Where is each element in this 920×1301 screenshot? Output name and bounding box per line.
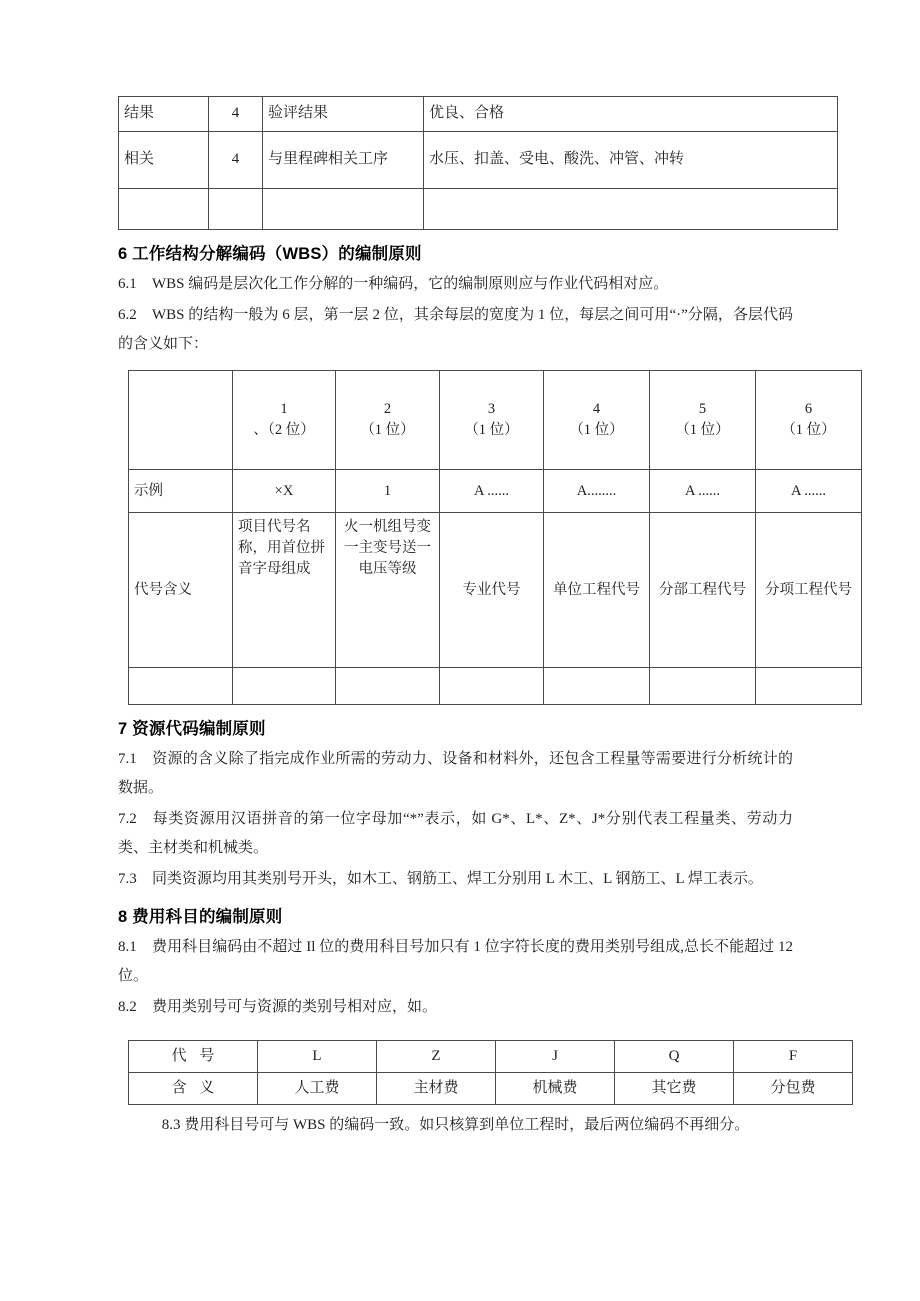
wbs-header-level-1 xyxy=(233,371,336,470)
milestone-cell-category: 相关 xyxy=(119,132,209,189)
wbs-empty-cell xyxy=(440,668,544,705)
paragraph-number: 7.2 xyxy=(118,810,137,827)
milestone-cell-value: 水压、扣盖、受电、酸洗、冲管、冲转 xyxy=(424,132,838,189)
section-heading-8: 8 费用科目的编制原则 xyxy=(118,908,283,927)
cost-code-cell: J xyxy=(496,1040,615,1072)
milestone-cell-name: 验评结果 xyxy=(263,97,424,132)
cost-meaning-cell: 主材费 xyxy=(377,1072,496,1104)
section-heading-7: 7 资源代码编制原则 xyxy=(118,720,266,739)
wbs-level-number: 5 xyxy=(698,401,707,418)
wbs-example-cell: A........ xyxy=(544,470,650,513)
table-header-row xyxy=(129,371,862,470)
wbs-level-width: （1 位） xyxy=(675,422,730,439)
paragraph-number: 7.1 xyxy=(118,751,137,768)
spacer xyxy=(118,360,793,370)
paragraph-6-2 xyxy=(118,301,793,359)
wbs-level-width: （1 位） xyxy=(781,422,836,439)
wbs-example-label: 示例 xyxy=(129,470,233,513)
paragraph-number: 6.2 xyxy=(118,306,137,323)
paragraph-text: 费用类别号可与资源的类别号相对应，如。 xyxy=(152,998,438,1015)
cost-row-label-meaning: 含 义 xyxy=(129,1072,258,1104)
wbs-header-level-6 xyxy=(756,371,862,470)
cost-code-cell: Q xyxy=(615,1040,734,1072)
paragraph-text: 资源的含义除了指完成作业所需的劳动力、设备和材料外，还包含工程量等需要进行分析统计的数据。 xyxy=(118,751,793,797)
paragraph-8-3: 8.3 费用科目号可与 WBS 的编码一致。如只核算到单位工程时，最后两位编码不再细分。 xyxy=(161,1116,750,1133)
paragraph-8-1 xyxy=(118,933,793,991)
paragraph-text: WBS 编码是层次化工作分解的一种编码，它的编制原则应与作业代码相对应。 xyxy=(152,276,669,292)
wbs-empty-cell xyxy=(544,668,650,705)
wbs-example-cell: A ...... xyxy=(650,470,756,513)
paragraph-6-1 xyxy=(118,270,793,299)
wbs-header-level-5 xyxy=(650,371,756,470)
milestone-cell-value xyxy=(424,189,838,230)
wbs-header-level-3 xyxy=(440,371,544,470)
cost-meaning-cell: 人工费 xyxy=(258,1072,377,1104)
wbs-level-number: 1 xyxy=(280,401,288,418)
wbs-level-width: （1 位） xyxy=(464,422,519,439)
paragraph-number: 7.3 xyxy=(118,870,137,887)
wbs-meaning-cell: 专业代号 xyxy=(440,513,544,668)
cost-meaning-cell: 机械费 xyxy=(496,1072,615,1104)
table-row xyxy=(129,1040,853,1072)
wbs-empty-cell xyxy=(756,668,862,705)
wbs-structure-table xyxy=(128,370,862,705)
paragraph-text: 费用科目编码由不超过 Il 位的费用科目号加只有 1 位字符长度的费用类别号组成,总长不能超过 12 位。 xyxy=(118,939,793,985)
wbs-header-level-4 xyxy=(544,371,650,470)
cost-meaning-cell: 分包费 xyxy=(734,1072,853,1104)
wbs-level-width: 、（2 位） xyxy=(253,422,315,439)
wbs-meaning-label: 代号含义 xyxy=(129,513,233,668)
cost-category-table xyxy=(128,1040,853,1105)
milestone-cell-count: 4 xyxy=(209,97,263,132)
table-row xyxy=(129,513,862,668)
milestone-cell-name xyxy=(263,189,424,230)
paragraph-text: WBS 的结构一般为 6 层，第一层 2 位，其余每层的宽度为 1 位，每层之间可用“·”分隔，各层代码的含义如下： xyxy=(118,306,793,352)
paragraph-text: 同类资源均用其类别号开头，如木工、钢筋工、焊工分别用 L 木工、L 钢筋工、L 焊工表示。 xyxy=(152,870,763,887)
milestone-related-table xyxy=(118,96,838,230)
wbs-level-number: 2 xyxy=(383,401,392,418)
cost-code-cell: L xyxy=(258,1040,377,1072)
paragraph-number: 8.2 xyxy=(118,998,137,1015)
cost-code-cell: Z xyxy=(377,1040,496,1072)
paragraph-8-2 xyxy=(118,993,793,1022)
table-row xyxy=(119,97,838,132)
wbs-level-number: 6 xyxy=(804,401,813,418)
paragraph-text: 每类资源用汉语拼音的第一位字母加“*”表示，如 G*、L*、Z*、J*分别代表工程量类、劳动力类、主材类和机械类。 xyxy=(118,810,793,856)
paragraph-number: 6.1 xyxy=(118,276,137,292)
wbs-example-cell: ×X xyxy=(233,470,336,513)
table-row xyxy=(129,1072,853,1104)
paragraph-7-1 xyxy=(118,745,793,803)
table-row xyxy=(119,132,838,189)
document-content xyxy=(118,96,852,1139)
cost-meaning-cell: 其它费 xyxy=(615,1072,734,1104)
milestone-cell-count: 4 xyxy=(209,132,263,189)
wbs-header-corner xyxy=(129,371,233,470)
table-row xyxy=(129,668,862,705)
cost-row-label-code: 代 号 xyxy=(129,1040,258,1072)
milestone-cell-category xyxy=(119,189,209,230)
spacer xyxy=(118,1024,793,1040)
wbs-meaning-cell: 单位工程代号 xyxy=(544,513,650,668)
wbs-level-number: 3 xyxy=(487,401,496,418)
milestone-cell-category: 结果 xyxy=(119,97,209,132)
paragraph-7-2 xyxy=(118,805,793,863)
wbs-empty-cell xyxy=(233,668,336,705)
paragraph-7-3 xyxy=(118,865,793,894)
wbs-example-cell: A ...... xyxy=(440,470,544,513)
wbs-empty-cell xyxy=(129,668,233,705)
milestone-cell-name: 与里程碑相关工序 xyxy=(263,132,424,189)
milestone-cell-value: 优良、合格 xyxy=(424,97,838,132)
section-heading-6: 6 工作结构分解编码（WBS）的编制原则 xyxy=(118,245,422,263)
wbs-example-cell: A ...... xyxy=(756,470,862,513)
wbs-meaning-cell: 分项工程代号 xyxy=(756,513,862,668)
wbs-level-number: 4 xyxy=(592,401,601,418)
wbs-empty-cell xyxy=(336,668,440,705)
wbs-header-level-2 xyxy=(336,371,440,470)
cost-code-cell: F xyxy=(734,1040,853,1072)
wbs-meaning-cell: 分部工程代号 xyxy=(650,513,756,668)
wbs-meaning-cell: 火一机组号变一主变号送一电压等级 xyxy=(336,513,440,668)
wbs-empty-cell xyxy=(650,668,756,705)
table-row xyxy=(119,189,838,230)
wbs-level-width: （1 位） xyxy=(569,422,624,439)
paragraph-number: 8.1 xyxy=(118,939,137,956)
wbs-level-width: （1 位） xyxy=(360,422,415,439)
wbs-example-cell: 1 xyxy=(336,470,440,513)
table-row xyxy=(129,470,862,513)
milestone-cell-count xyxy=(209,189,263,230)
wbs-meaning-cell: 项目代号名称，用首位拼音字母组成 xyxy=(233,513,336,668)
